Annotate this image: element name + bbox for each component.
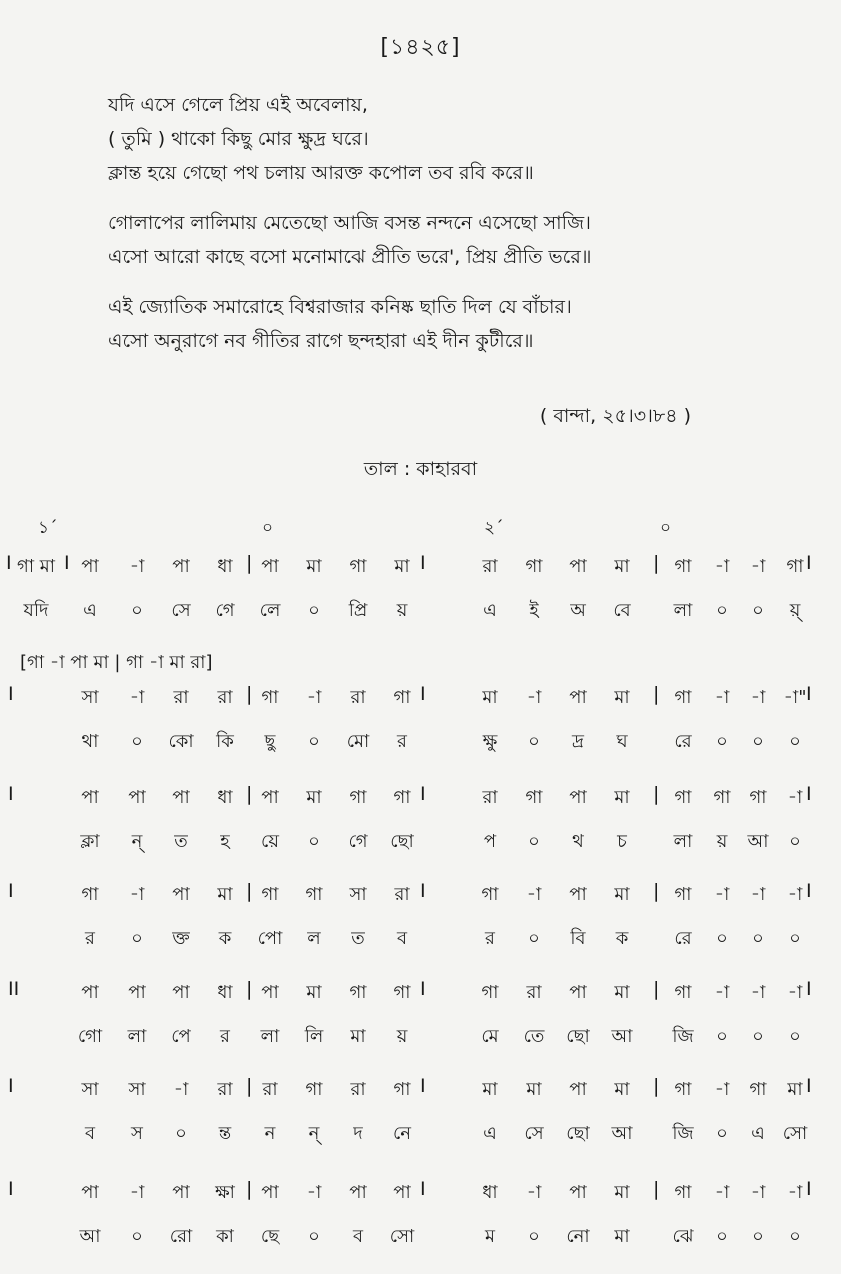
swara-note: -া <box>787 884 803 905</box>
lyric-syllable: গো <box>77 1026 103 1047</box>
lyric-syllable: ম <box>485 1226 495 1247</box>
bar-line: II <box>8 978 20 1000</box>
lyric-syllable-row <box>0 1222 841 1252</box>
lyric-syllable-row <box>0 596 841 626</box>
bar-line: I <box>8 1075 14 1097</box>
swara-note: সা <box>81 1079 99 1100</box>
lyric-syllable: নো <box>566 1226 590 1247</box>
lyric-syllable: য়ে <box>261 831 279 852</box>
lyric-syllable: ছো <box>566 1026 590 1047</box>
notation-row <box>0 783 841 813</box>
swara-note: গা <box>349 556 367 577</box>
swara-note: -া <box>129 884 145 905</box>
lyric-syllable: থ <box>572 831 584 852</box>
lyric-syllable: ০ <box>752 1026 764 1047</box>
swara-note: -া <box>526 687 542 708</box>
bar-line: | <box>653 1178 660 1200</box>
lyric-syllable: য়্ <box>789 600 801 621</box>
lyric-syllable-row <box>0 727 841 757</box>
lyric-syllable: ০ <box>308 731 320 752</box>
swara-note: পা <box>349 1182 367 1203</box>
swara-note: মা <box>394 556 410 577</box>
lyric-syllable: এ <box>83 600 97 621</box>
lyric-syllable: ০ <box>175 1123 187 1144</box>
bar-line: I <box>8 683 14 705</box>
swara-note: রা <box>482 787 498 808</box>
lyric-syllable: বি <box>570 928 586 949</box>
bar-line: | <box>653 552 660 574</box>
swara-note: পা <box>81 1182 99 1203</box>
lyric-syllable: য় <box>396 600 408 621</box>
lyric-syllable: লা <box>127 1026 147 1047</box>
bar-line: | <box>246 978 253 1000</box>
swara-note: পা <box>569 884 587 905</box>
lyric-syllable: র <box>85 928 95 949</box>
swara-note: গা মা <box>17 556 55 577</box>
swara-note: ক্ষা <box>215 1182 235 1203</box>
swara-note: -া <box>526 1182 542 1203</box>
lyric-syllable: তে <box>523 1026 545 1047</box>
lyric-syllable: অ <box>570 600 586 621</box>
swara-note: গা <box>674 787 692 808</box>
lyric-syllable: দ্র <box>572 731 584 752</box>
lyric-syllable: সো <box>782 1123 808 1144</box>
lyric-syllable: চ <box>617 831 627 852</box>
swara-note: মা <box>614 687 630 708</box>
bar-line: I <box>420 683 426 705</box>
bar-line: I <box>806 552 812 574</box>
swara-note: -া <box>129 687 145 708</box>
bar-line: I <box>8 880 14 902</box>
lyric-syllable: ন <box>264 1123 276 1144</box>
swara-note: গা <box>525 556 543 577</box>
swara-note: -া <box>306 687 322 708</box>
bar-line: I <box>420 783 426 805</box>
swara-note: গা <box>674 884 692 905</box>
lyric-syllable: ছো <box>390 831 414 852</box>
beat-mark: ২´ <box>484 518 504 538</box>
lyric-syllable: লি <box>304 1026 324 1047</box>
swara-note: গা <box>393 1079 411 1100</box>
bar-line: | <box>246 1178 253 1200</box>
notation-row <box>0 552 841 582</box>
swara-note: -া <box>750 687 766 708</box>
bar-line: I <box>420 880 426 902</box>
lyric-syllable: কি <box>216 731 234 752</box>
lyric-syllable: ০ <box>789 1226 801 1247</box>
swara-note: রা <box>394 884 410 905</box>
bar-line: | <box>653 683 660 705</box>
swara-note: মা <box>306 982 322 1003</box>
swara-note: গা <box>349 982 367 1003</box>
lyric-syllable: ০ <box>131 928 143 949</box>
swara-note: ধা <box>217 556 233 577</box>
bar-line: I <box>806 1075 812 1097</box>
lyric-syllable: ক্ত <box>172 928 190 949</box>
lyric-syllable: ০ <box>131 600 143 621</box>
swara-note: -া <box>787 787 803 808</box>
swara-note: গা <box>481 982 499 1003</box>
swara-note: পা <box>172 556 190 577</box>
lyrics-line: যদি এসে গেলে প্রিয় এই অবেলায়, <box>108 94 368 116</box>
swara-note: মা <box>614 1182 630 1203</box>
swara-note: গা <box>349 787 367 808</box>
lyric-syllable: ০ <box>308 1226 320 1247</box>
bar-line: | <box>246 552 253 574</box>
lyric-syllable: রে <box>674 731 692 752</box>
lyric-syllable: ০ <box>716 928 728 949</box>
lyric-syllable: ছো <box>566 1123 590 1144</box>
notation-row <box>0 1075 841 1105</box>
swara-note: -া <box>787 1182 803 1203</box>
lyric-syllable-row <box>0 1119 841 1149</box>
bar-line: | <box>246 683 253 705</box>
swara-note: পা <box>172 1182 190 1203</box>
lyric-syllable: ০ <box>716 1026 728 1047</box>
swara-note: -া <box>714 687 730 708</box>
notation-row <box>0 978 841 1008</box>
lyric-syllable: ০ <box>789 1026 801 1047</box>
beat-mark: ০ <box>660 518 672 538</box>
lyric-syllable: নে <box>392 1123 412 1144</box>
lyric-syllable: ০ <box>716 731 728 752</box>
swara-note: পা <box>569 1182 587 1203</box>
lyric-syllable: গে <box>348 831 368 852</box>
lyric-syllable: সো <box>389 1226 415 1247</box>
swara-note: পা <box>569 687 587 708</box>
lyric-syllable: আ <box>611 1026 633 1047</box>
lyric-syllable: রে <box>674 928 692 949</box>
lyric-syllable: ০ <box>131 1226 143 1247</box>
swara-note: -া <box>787 982 803 1003</box>
lyric-syllable: স <box>131 1123 143 1144</box>
lyric-syllable: র <box>397 731 407 752</box>
lyric-syllable: ০ <box>789 928 801 949</box>
lyric-syllable: ত <box>174 831 188 852</box>
bar-line: | <box>653 978 660 1000</box>
lyric-syllable: ক <box>218 928 232 949</box>
swara-note: রা <box>173 687 189 708</box>
swara-note: পা <box>172 787 190 808</box>
swara-note: গা <box>393 982 411 1003</box>
swara-note: -া" <box>783 687 807 708</box>
swara-note: পা <box>569 556 587 577</box>
swara-note: পা <box>569 1079 587 1100</box>
lyric-syllable: গে <box>215 600 235 621</box>
swara-note: -া <box>714 884 730 905</box>
swara-note: মা <box>614 884 630 905</box>
swara-note: গা <box>261 884 279 905</box>
lyric-syllable: ছে <box>260 1226 280 1247</box>
swara-note: রা <box>217 687 233 708</box>
swara-note: -া <box>714 556 730 577</box>
swara-note: মা <box>614 982 630 1003</box>
bar-line: I <box>806 683 812 705</box>
swara-note: পা <box>81 982 99 1003</box>
lyric-syllable: ০ <box>131 731 143 752</box>
bar-line: I <box>420 1178 426 1200</box>
lyric-syllable: ০ <box>716 1123 728 1144</box>
beat-mark: ১´ <box>38 518 58 538</box>
lyric-syllable: বে <box>613 600 631 621</box>
swara-note: মা <box>614 787 630 808</box>
swara-note: রা <box>482 556 498 577</box>
swara-note: গা <box>674 982 692 1003</box>
swara-note: -া <box>714 982 730 1003</box>
lyric-syllable: আ <box>747 831 769 852</box>
bar-line: I <box>8 783 14 805</box>
swara-note: গা <box>749 787 767 808</box>
lyric-syllable: ব <box>396 928 408 949</box>
swara-note: রা <box>350 687 366 708</box>
notation-row <box>0 1178 841 1208</box>
lyric-syllable: মো <box>346 731 370 752</box>
lyric-syllable: ০ <box>308 831 320 852</box>
page-number: [১৪২৫] <box>380 35 461 60</box>
swara-note: -া <box>750 982 766 1003</box>
lyric-syllable: ০ <box>528 1226 540 1247</box>
swara-note: গা <box>525 787 543 808</box>
swara-note: পা <box>569 787 587 808</box>
swara-note: মা <box>306 556 322 577</box>
lyric-syllable: সে <box>524 1123 544 1144</box>
lyrics-line: ক্লান্ত হয়ে গেছো পথ চলায় আরক্ত কপোল তব রবি করে॥ <box>108 162 534 184</box>
swara-note: পা <box>393 1182 411 1203</box>
lyric-syllable: ০ <box>752 731 764 752</box>
swara-note: গা <box>713 787 731 808</box>
bar-line: | <box>653 783 660 805</box>
swara-note: পা <box>128 787 146 808</box>
swara-note: -া <box>173 1079 189 1100</box>
swara-note: ধা <box>482 1182 498 1203</box>
swara-note: গা <box>674 687 692 708</box>
lyric-syllable: ন্ <box>131 831 143 852</box>
lyric-syllable: ক্লা <box>80 831 100 852</box>
swara-note: -া <box>714 1079 730 1100</box>
lyric-syllable: পো <box>257 928 283 949</box>
swara-note: পা <box>261 556 279 577</box>
lyric-syllable: মা <box>614 1226 630 1247</box>
lyric-syllable: ক <box>615 928 629 949</box>
lyric-syllable: ব <box>84 1123 96 1144</box>
beat-mark: ০ <box>262 518 274 538</box>
lyric-syllable: ০ <box>752 928 764 949</box>
lyric-syllable: এ <box>483 600 497 621</box>
swara-note: ধা <box>217 982 233 1003</box>
lyrics-line: এই জ্যোতিক সমারোহে বিশ্বরাজার কনিষ্ক ছাতি দিল যে বাঁচার। <box>108 296 572 318</box>
swara-note: মা <box>614 556 630 577</box>
bar-line: I <box>6 552 12 574</box>
swara-note: -া <box>750 556 766 577</box>
swara-note: মা <box>482 1079 498 1100</box>
swara-note: সা <box>128 1079 146 1100</box>
swara-note: পা <box>81 556 99 577</box>
lyric-syllable: ০ <box>528 731 540 752</box>
swara-note: পা <box>261 1182 279 1203</box>
swara-note: -া <box>750 884 766 905</box>
swara-note: পা <box>172 982 190 1003</box>
swara-note: মা <box>614 1079 630 1100</box>
swara-note: রা <box>526 982 542 1003</box>
lyric-syllable: মা <box>350 1026 366 1047</box>
swara-note: গা <box>393 687 411 708</box>
swara-note: রা <box>217 1079 233 1100</box>
swara-note: ধা <box>217 787 233 808</box>
bar-line: I <box>806 783 812 805</box>
bar-line: I <box>806 1178 812 1200</box>
swara-note: মা <box>306 787 322 808</box>
lyric-syllable: কো <box>168 731 194 752</box>
lyric-syllable: প <box>483 831 497 852</box>
lyric-syllable: আ <box>611 1123 633 1144</box>
swara-note: পা <box>261 982 279 1003</box>
swara-note: গা <box>674 1079 692 1100</box>
lyric-syllable: ই <box>529 600 539 621</box>
lyric-syllable: ঘ <box>616 731 628 752</box>
lyric-syllable: এ <box>751 1123 765 1144</box>
lyric-syllable: দ <box>353 1123 363 1144</box>
swara-note: পা <box>81 787 99 808</box>
lyric-syllable: ন্ত <box>218 1123 232 1144</box>
swara-note: -া <box>714 1182 730 1203</box>
lyric-syllable-row <box>0 924 841 954</box>
bar-line: I <box>420 552 426 574</box>
lyric-syllable: যদি <box>23 600 49 621</box>
swara-note: পা <box>128 982 146 1003</box>
swara-note: মা <box>787 1079 803 1100</box>
lyrics-line: ( তুমি ) থাকো কিছু মোর ক্ষুদ্র ঘরে। <box>108 128 369 150</box>
swara-note: -া <box>306 1182 322 1203</box>
lyric-syllable: র <box>485 928 495 949</box>
swara-note: -া <box>129 556 145 577</box>
swara-note: মা <box>482 687 498 708</box>
lyric-syllable: ন্ <box>308 1123 320 1144</box>
swara-note: -া <box>750 1182 766 1203</box>
lyric-syllable: এ <box>483 1123 497 1144</box>
lyric-syllable: ০ <box>528 831 540 852</box>
bar-line: | <box>246 1075 253 1097</box>
lyric-syllable: পে <box>171 1026 191 1047</box>
lyric-syllable: ০ <box>752 600 764 621</box>
lyric-syllable: ০ <box>789 731 801 752</box>
lyric-syllable: ০ <box>716 600 728 621</box>
lyric-syllable: কা <box>216 1226 234 1247</box>
lyric-syllable: লে <box>259 600 281 621</box>
notation-row <box>0 880 841 910</box>
lyric-syllable: ০ <box>752 1226 764 1247</box>
lyric-syllable: ঝে <box>672 1226 694 1247</box>
lyric-syllable: ল <box>307 928 321 949</box>
swara-note: গা <box>674 556 692 577</box>
swara-note: পা <box>261 787 279 808</box>
lyrics-line: গোলাপের লালিমায় মেতেছো আজি বসন্ত নন্দনে এসেছো সাজি। <box>108 212 591 234</box>
lyric-syllable: লা <box>673 831 693 852</box>
swara-note: পা <box>569 982 587 1003</box>
lyric-syllable: ছু <box>264 731 276 752</box>
swara-note: -া <box>129 1182 145 1203</box>
swara-note: গা <box>481 884 499 905</box>
swara-note: পা <box>172 884 190 905</box>
bar-line: | <box>246 783 253 805</box>
lyrics-line: এসো অনুরাগে নব গীতির রাগে ছন্দহারা এই দীন কুটীরে॥ <box>108 330 534 352</box>
taal-heading: তাল : কাহারবা <box>363 458 478 480</box>
lyrics-line: এসো আরো কাছে বসো মনোমাঝে প্রীতি ভরে', প্রিয় প্রীতি ভরে॥ <box>108 246 592 268</box>
lyric-syllable: আ <box>79 1226 101 1247</box>
lyric-syllable: র <box>220 1026 230 1047</box>
bar-line: I <box>8 1178 14 1200</box>
lyric-syllable: থা <box>81 731 99 752</box>
lyric-syllable-row <box>0 827 841 857</box>
lyric-syllable: মে <box>481 1026 499 1047</box>
swara-note: সা <box>349 884 367 905</box>
lyric-syllable: জি <box>672 1123 694 1144</box>
swara-note: গা <box>81 884 99 905</box>
lyric-syllable: ০ <box>528 928 540 949</box>
swara-note: রা <box>350 1079 366 1100</box>
lyric-syllable: ০ <box>716 1226 728 1247</box>
bar-line: | <box>246 880 253 902</box>
swara-note: -া <box>526 884 542 905</box>
lyric-syllable: ত <box>351 928 365 949</box>
lyric-syllable: রো <box>169 1226 193 1247</box>
lyric-syllable: প্রি <box>348 600 368 621</box>
swara-note: রা <box>262 1079 278 1100</box>
composition-source-date: ( বান্দা, ২৫।৩।৮৪ ) <box>539 405 691 427</box>
swara-note: সা <box>81 687 99 708</box>
lyric-syllable: জি <box>672 1026 694 1047</box>
lyric-syllable: য় <box>396 1026 408 1047</box>
lyric-syllable: হ <box>220 831 230 852</box>
bar-line: I <box>806 880 812 902</box>
swara-note: মা <box>217 884 233 905</box>
lyric-syllable-row <box>0 1022 841 1052</box>
lyric-syllable: য় <box>716 831 728 852</box>
swara-note: গা <box>393 787 411 808</box>
swara-note: গা <box>261 687 279 708</box>
lyric-syllable: ক্ষু <box>482 731 498 752</box>
bar-line: I <box>420 978 426 1000</box>
notation-row <box>0 683 841 713</box>
bar-line: I <box>806 978 812 1000</box>
lyric-syllable: সে <box>171 600 191 621</box>
bar-line: I <box>420 1075 426 1097</box>
lyric-syllable: ০ <box>789 831 801 852</box>
lyric-syllable: ০ <box>308 600 320 621</box>
bar-line: | <box>653 1075 660 1097</box>
swara-note: গা <box>749 1079 767 1100</box>
lyric-syllable: ব <box>352 1226 364 1247</box>
swara-note: গা <box>305 884 323 905</box>
bar-line: | <box>653 880 660 902</box>
bar-line: I <box>64 552 70 574</box>
notation-bracket-variant: [গা -া পা মা | গা -া মা রা] <box>20 652 213 673</box>
swara-note: মা <box>526 1079 542 1100</box>
swara-note: গা <box>786 556 804 577</box>
lyric-syllable: লা <box>260 1026 280 1047</box>
swara-note: গা <box>305 1079 323 1100</box>
lyric-syllable: লা <box>673 600 693 621</box>
swara-note: গা <box>674 1182 692 1203</box>
